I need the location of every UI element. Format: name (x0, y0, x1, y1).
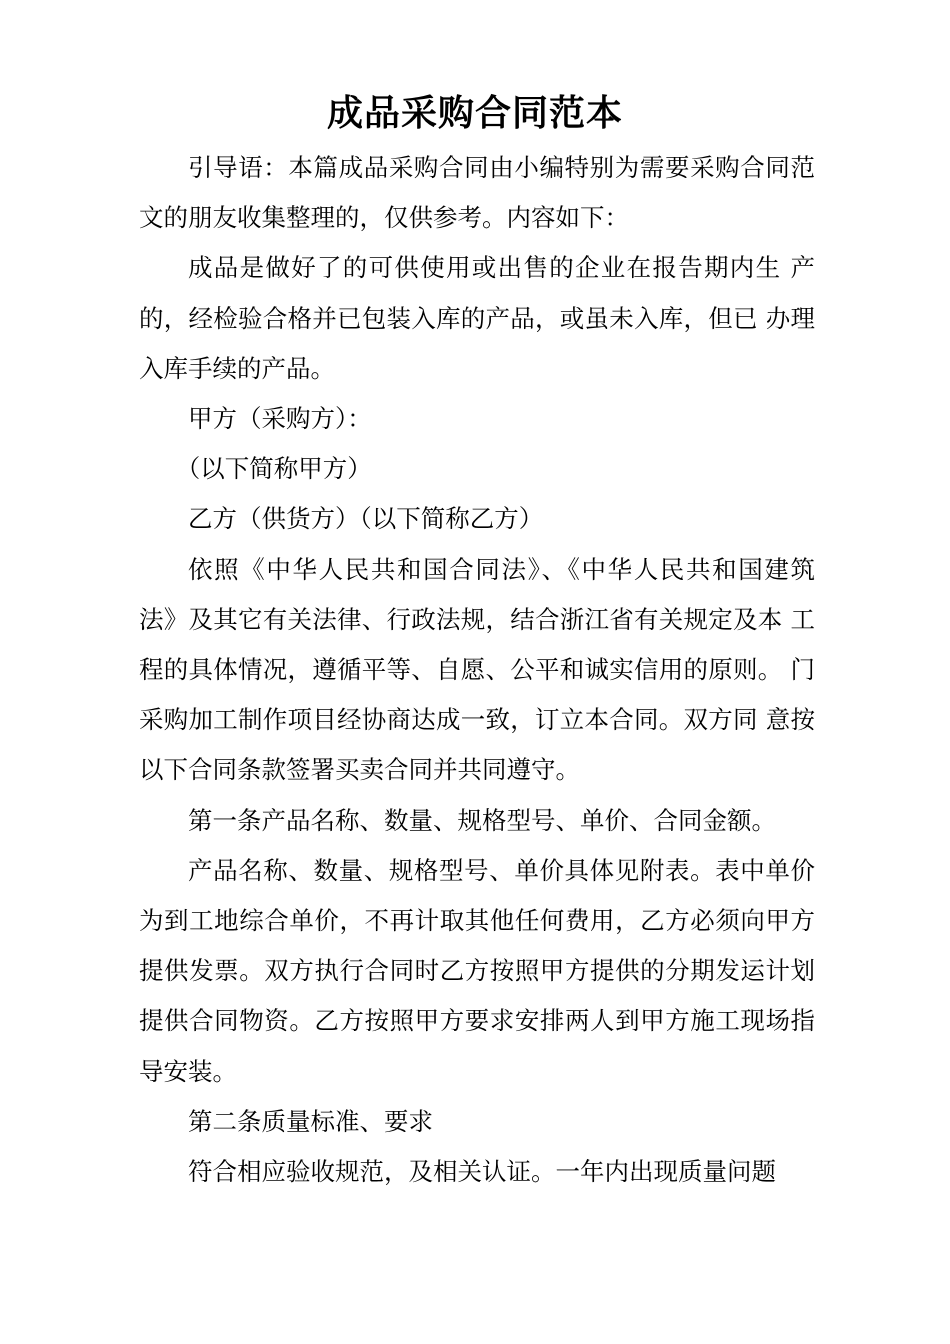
paragraph-party-a-abbrev: （以下简称甲方） (175, 454, 372, 484)
paragraph-party-b: 乙方（供货方）（以下简称乙方） (188, 504, 544, 534)
paragraph-legal-basis: 依照《中华人民共和国合同法》、《中华人民共和国建筑 法》及其它有关法律、行政法规，结合浙江省有关规定及本 工程的具体情况，遵循平等、自愿、公平和诚实信用的原则。 门采购加工制作项目经协商达成一致，订立本合同。双方同 意按以下合同条款签署买卖合同并共同遵守。 (139, 554, 815, 785)
paragraph-definition: 成品是做好了的可供使用或出售的企业在报告期内生 产的，经检验合格并已包装入库的产品，或虽未入库，但已 办理入库手续的产品。 (139, 253, 815, 383)
paragraph-article-2-body: 符合相应验收规范，及相关认证。一年内出现质量问题 (188, 1157, 776, 1187)
paragraph-article-2-heading: 第二条质量标准、要求 (188, 1106, 433, 1136)
paragraph-article-1-heading: 第一条产品名称、数量、规格型号、单价、合同金额。 (188, 805, 776, 835)
document-body (139, 143, 815, 1197)
document-title: 成品采购合同范本 (326, 92, 623, 134)
paragraph-article-1-body: 产品名称、数量、规格型号、单价具体见附表。表中单价为到工地综合单价，不再计取其他任何费用，乙方必须向甲方提供发票。双方执行合同时乙方按照甲方提供的分期发运计划提供合同物资。乙方按照甲方要求安排两人到甲方施工现场指导安装。 (139, 855, 815, 1086)
paragraph-party-a: 甲方（采购方）： (188, 404, 372, 434)
paragraph-intro: 引导语：本篇成品采购合同由小编特别为需要采购合同范文的朋友收集整理的，仅供参考。内容如下： (139, 153, 815, 233)
